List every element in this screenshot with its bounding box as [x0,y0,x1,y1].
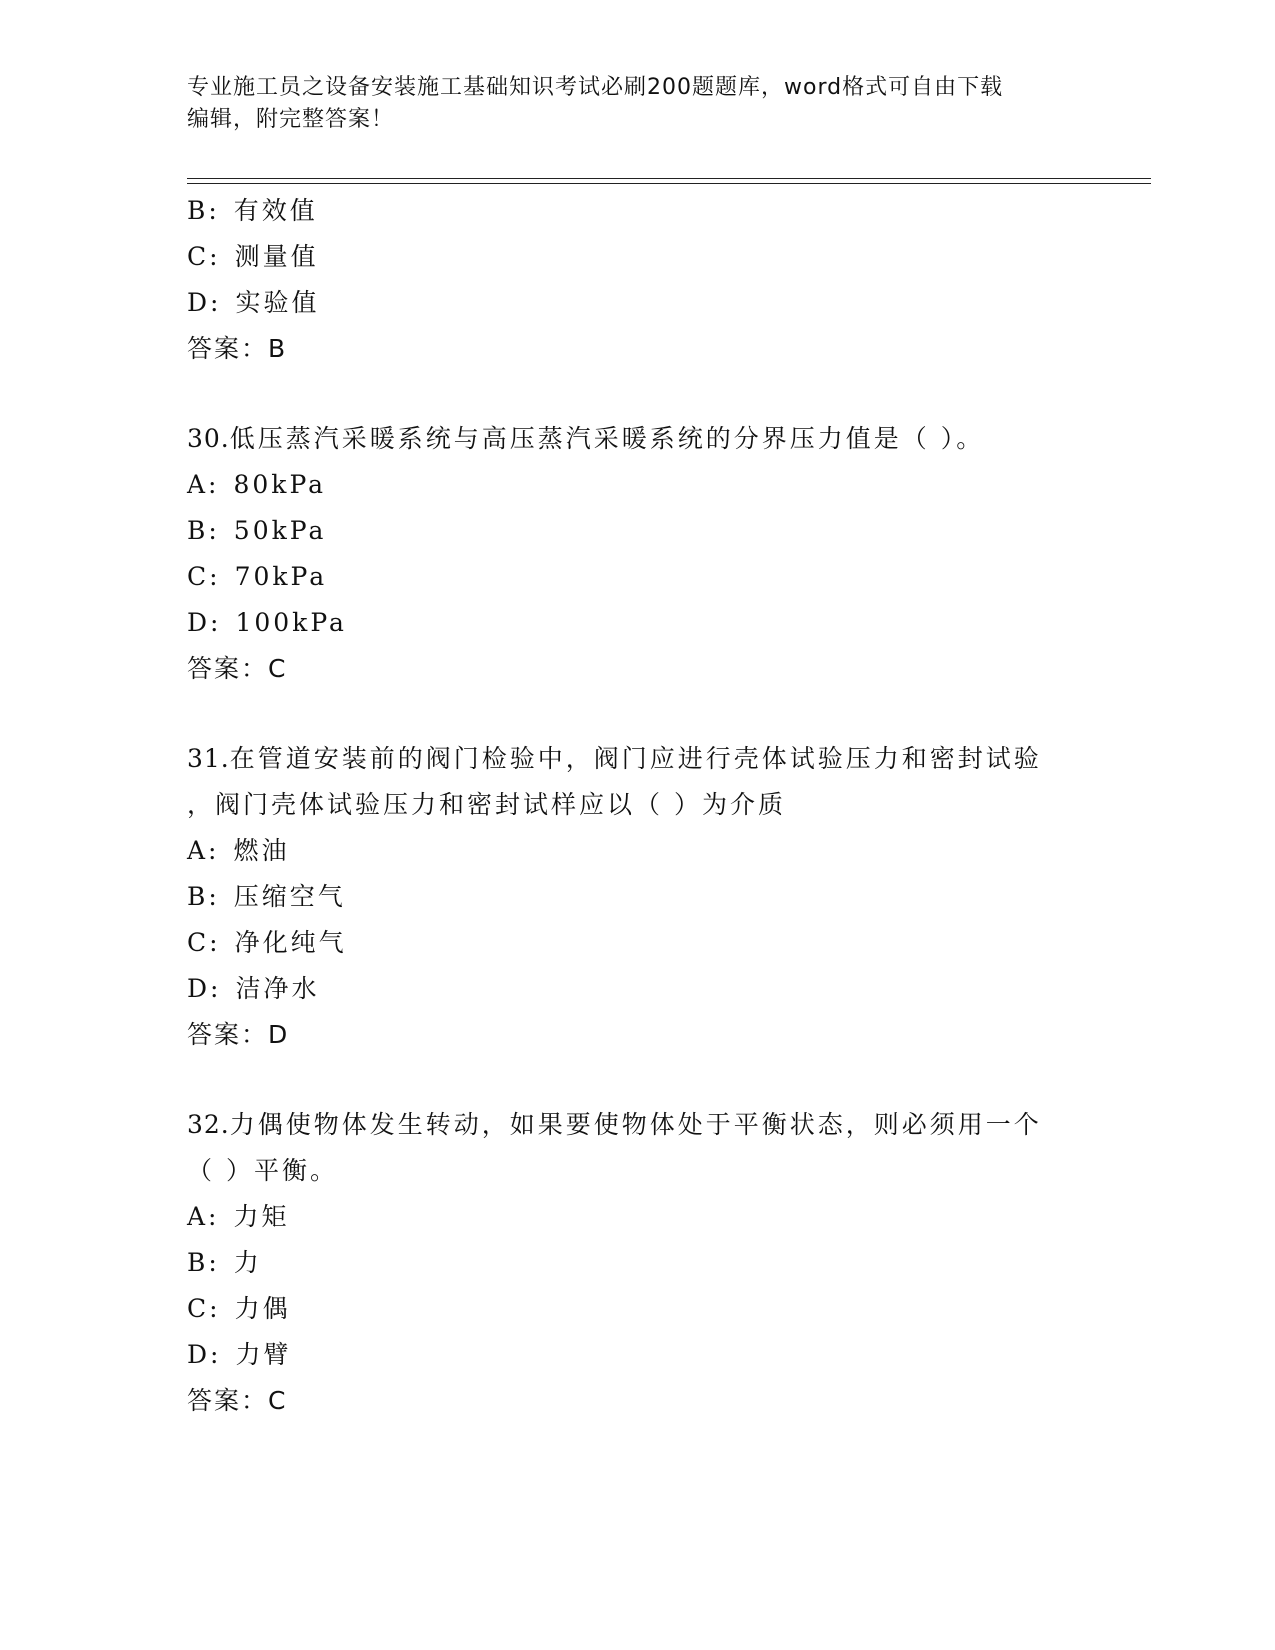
answer-line: 答案：D [187,1020,290,1049]
option-text: 力臂 [235,1340,292,1369]
question-stem-continued: （ ）平衡。 [187,1156,338,1185]
option-letter: D: [187,608,222,637]
question-32 [187,1102,1107,1424]
question-29-continued [187,188,1107,372]
option-text: 50kPa [233,516,327,545]
option-letter: A: [187,836,220,865]
option-text: 实验值 [235,288,320,317]
option-b [187,1240,1107,1286]
question-number: 31. [187,744,230,773]
option-text: 力矩 [233,1202,290,1231]
question-text: 在管道安装前的阀门检验中，阀门应进行壳体试验压力和密封试验 [229,744,1042,773]
question-stem [187,1102,1107,1148]
option-b [187,508,1107,554]
question-stem [187,416,1107,462]
option-b [187,874,1107,920]
option-text: 燃油 [233,836,290,865]
option-b [187,188,1107,234]
option-c [187,554,1107,600]
option-a [187,828,1107,874]
header-divider-top [187,178,1151,179]
header-title-line-2: 编辑，附完整答案！ [187,107,395,132]
option-d [187,600,1107,646]
option-letter: B: [187,196,220,225]
answer-line: 答案：B [187,334,288,363]
option-letter: B: [187,1248,220,1277]
option-a [187,462,1107,508]
question-31 [187,736,1107,1058]
option-letter: D: [187,288,222,317]
option-c [187,234,1107,280]
option-letter: C: [187,242,221,271]
option-text: 测量值 [234,242,319,271]
option-d [187,966,1107,1012]
option-letter: B: [187,882,220,911]
option-text: 洁净水 [235,974,320,1003]
document-header [187,72,1067,136]
option-text: 100kPa [235,608,347,637]
question-list [187,188,1107,1424]
question-stem-continued: ，阀门壳体试验压力和密封试样应以（ ）为介质 [187,790,786,819]
answer-line: 答案：C [187,654,288,683]
question-text: 低压蒸汽采暖系统与高压蒸汽采暖系统的分界压力值是（ ）。 [229,424,985,453]
header-title-line-1: 专业施工员之设备安装施工基础知识考试必刷200题题库，word格式可自由下载 [187,75,1004,100]
header-divider-bottom [187,183,1151,184]
option-letter: A: [187,1202,220,1231]
option-letter: C: [187,1294,221,1323]
option-text: 80kPa [233,470,327,499]
question-text: 力偶使物体发生转动，如果要使物体处于平衡状态，则必须用一个 [229,1110,1042,1139]
option-d [187,1332,1107,1378]
option-letter: B: [187,516,220,545]
option-c [187,1286,1107,1332]
option-text: 有效值 [233,196,318,225]
option-letter: D: [187,1340,222,1369]
option-letter: A: [187,470,220,499]
question-stem [187,736,1107,782]
option-d [187,280,1107,326]
option-text: 净化纯气 [234,928,347,957]
option-text: 力 [233,1248,262,1277]
question-number: 30. [187,424,230,453]
option-letter: C: [187,928,221,957]
option-letter: D: [187,974,222,1003]
question-number: 32. [187,1110,230,1139]
option-a [187,1194,1107,1240]
option-letter: C: [187,562,221,591]
option-text: 70kPa [234,562,328,591]
answer-line: 答案：C [187,1386,288,1415]
option-c [187,920,1107,966]
question-30 [187,416,1107,692]
option-text: 压缩空气 [233,882,346,911]
option-text: 力偶 [234,1294,291,1323]
